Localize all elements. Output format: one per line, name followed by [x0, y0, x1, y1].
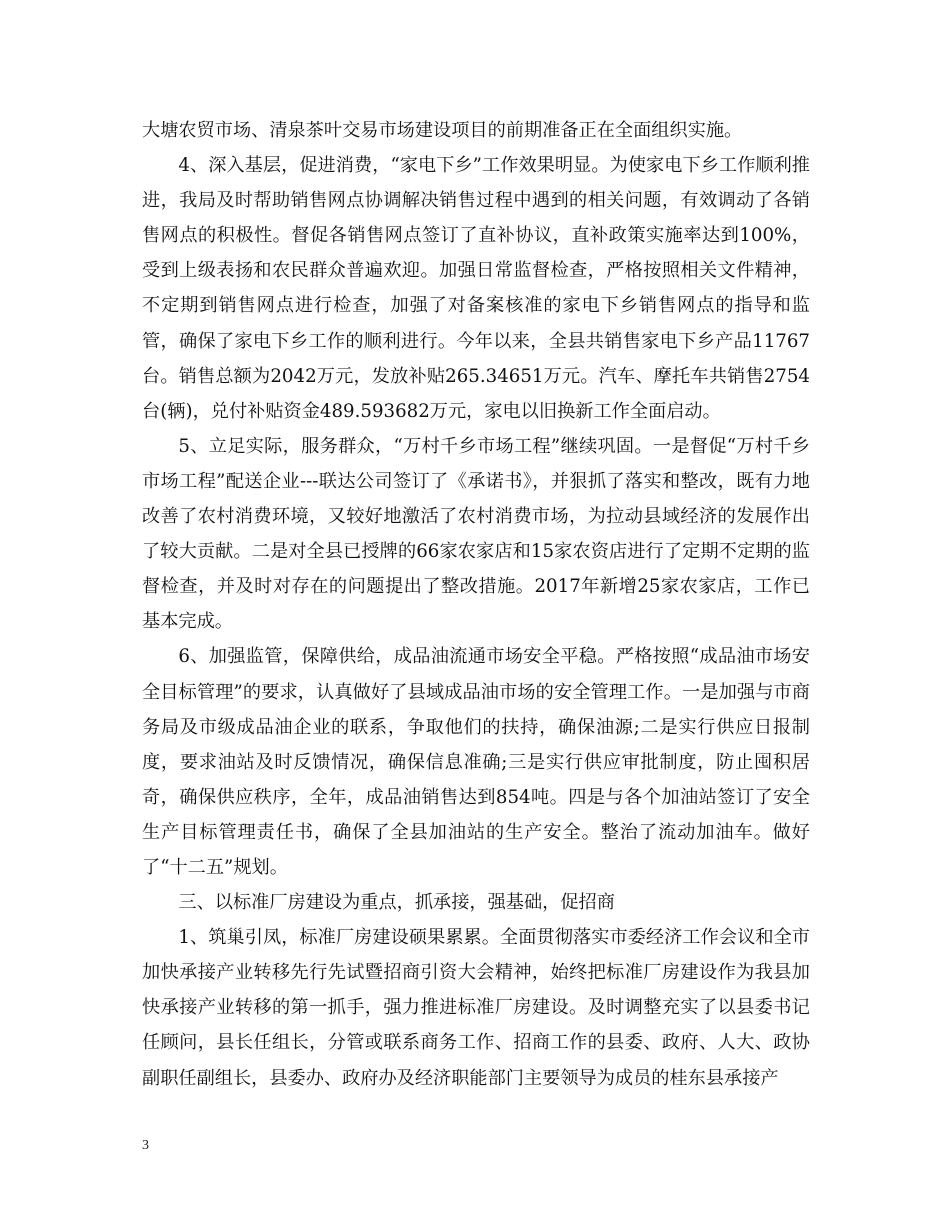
section-heading: 三、以标准厂房建设为重点，抓承接，强基础，促招商 — [178, 892, 615, 914]
paragraph-2: 4、深入基层，促进消费，“家电下乡”工作效果明显。为使家电下乡工作顺利推进，我局及时帮助销售网点协调解决销售过程中遇到的相关问题，有效调动了各销售网点的积极性。督促各销售网点签订了直补协议，直补政策实施率达到100%，受到上级表扬和农民群众普遍欢迎。加强日常监督检查，严格按照相关文件精神，不定期到销售网点进行检查，加强了对备案核准的家电下乡销售网点的指导和监管，确保了家电下乡工作的顺利进行。今年以来，全县共销售家电下乡产品11767台。销售总额为2042万元，发放补贴265.34651万元。汽车、摩托车共销售2754台(辆)，兑付补贴资金489.593682万元，家电以旧换新工作全面启动。 — [142, 155, 810, 422]
paragraph-3: 5、立足实际，服务群众，“万村千乡市场工程”继续巩固。一是督促“万村千乡市场工程”配送企业---联达公司签订了《承诺书》，并狠抓了落实和整改，既有力地改善了农村消费环境，又较好地激活了农村消费市场，为拉动县域经济的发展作出了较大贡献。二是对全县已授牌的66家农家店和15家农资店进行了定期不定期的监督检查，并及时对存在的问题提出了整改措施。2017年新增25家农家店，工作已基本完成。 — [142, 435, 810, 633]
document-page — [142, 113, 810, 1096]
paragraph-4: 6、加强监管，保障供给，成品油流通市场安全平稳。严格按照“成品油市场安全目标管理”的要求，认真做好了县域成品油市场的安全管理工作。一是加强与市商务局及市级成品油企业的联系，争取他们的扶持，确保油源;二是实行供应日报制度，要求油站及时反馈情况，确保信息准确;三是实行供应审批制度，防止囤积居奇，确保供应秩序，全年，成品油销售达到854吨。四是与各个加油站签订了安全生产目标管理责任书，确保了全县加油站的生产安全。整治了流动加油车。做好了“十二五”规划。 — [142, 646, 810, 878]
page-number: 3 — [142, 1138, 149, 1153]
paragraph-5: 1、筑巢引凤，标准厂房建设硕果累累。全面贯彻落实市委经济工作会议和全市加快承接产业转移先行先试暨招商引资大会精神，始终把标准厂房建设作为我县加快承接产业转移的第一抓手，强力推进标准厂房建设。及时调整充实了以县委书记任顾问，县长任组长，分管或联系商务工作、招商工作的县委、政府、人大、政协副职任副组长，县委办、政府办及经济职能部门主要领导为成员的桂东县承接产 — [142, 927, 810, 1089]
paragraph-1: 大塘农贸市场、清泉茶叶交易市场建设项目的前期准备正在全面组织实施。 — [142, 120, 743, 141]
